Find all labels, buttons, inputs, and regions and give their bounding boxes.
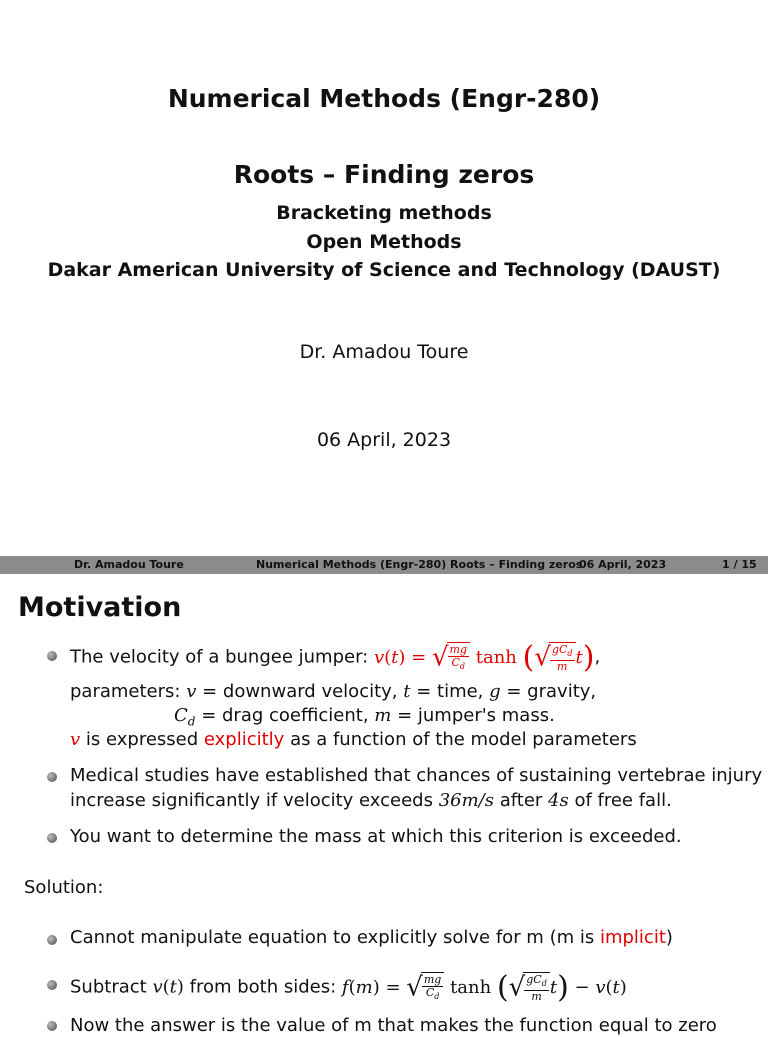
frame-title: Motivation (18, 592, 182, 623)
var-g: g (489, 681, 501, 702)
time-threshold: 4s (548, 790, 569, 811)
var-t: t (403, 681, 411, 702)
medical-line-2 (70, 790, 672, 812)
bullet-icon (47, 980, 57, 990)
solution-label: Solution: (24, 877, 104, 898)
footer-author: Dr. Amadou Toure (74, 558, 184, 571)
answer-line-partial: Now the answer is the value of m that makes the function equal to zero (70, 1015, 717, 1036)
var-cd: C (174, 705, 188, 726)
topic-bracketing: Bracketing methods (276, 202, 492, 224)
var-m: m (374, 705, 392, 726)
bullet-icon (47, 651, 57, 661)
medical-mid: after (493, 790, 549, 811)
velocity-text: The velocity of a bungee jumper: (70, 646, 374, 668)
medical-line-1: Medical studies have established that chances of sustaining vertebrae injury (70, 765, 763, 786)
v-definition: = downward velocity, (196, 681, 404, 702)
subtract-mid: from both sides: (183, 976, 342, 998)
var-cd-subscript: d (187, 714, 196, 729)
velocity-line: The velocity of a bungee jumper: v(t) = √ $\frac{mg}{C_d}$ tanh (√ $\frac{gC_d}{m}$ t), (70, 639, 601, 675)
t-definition: = time, (410, 681, 490, 702)
var-v: v (186, 681, 197, 702)
motivation-slide (0, 574, 768, 1036)
subtract-pre: Subtract (70, 976, 153, 998)
subtract-line: Subtract v(t) from both sides: f(m) = √ $\frac{mg}{C_d}$ tanh (√ $\frac{gC_d}{m}$ t) − v(t) (70, 969, 627, 1005)
velocity-equation: v(t) = √ $\frac{mg}{C_d}$ tanh (√ $\frac{gC_d}{m}$ t) (373, 639, 595, 675)
medical-post: of free fall. (568, 790, 672, 811)
fm-equation: f(m) = √ $\frac{mg}{C_d}$ tanh (√ $\frac{gC_d}{m}$ t) − v(t) (341, 969, 627, 1005)
institution: Dakar American University of Science and Technology (DAUST) (47, 259, 721, 281)
explicit-line (70, 729, 637, 751)
bullet-icon (47, 772, 57, 782)
bullet-icon (47, 833, 57, 843)
explicit-word: explicitly (203, 729, 285, 750)
implicit-pre: Cannot manipulate equation to explicitly solve for m (m is (70, 927, 600, 948)
footer-title: Numerical Methods (Engr-280) Roots – Finding zeros (256, 558, 583, 571)
footer-page-number: 1 / 15 (722, 558, 757, 571)
cd-definition: = drag coefficient, (195, 705, 375, 726)
footer-bar (0, 556, 768, 574)
explicit-post: as a function of the model parameters (284, 729, 637, 750)
mass-goal-line: You want to determine the mass at which this criterion is exceeded. (70, 826, 682, 847)
implicit-word: implicit (599, 927, 666, 948)
explicit-pre: is expressed (80, 729, 204, 750)
parameters-label: parameters: (70, 681, 187, 702)
g-definition: = gravity, (500, 681, 597, 702)
explicit-var: v (70, 729, 81, 750)
slide-subtitle: Roots – Finding zeros (233, 160, 535, 189)
topic-open: Open Methods (306, 231, 462, 253)
author: Dr. Amadou Toure (299, 341, 469, 363)
implicit-line (70, 927, 673, 949)
footer-date: 06 April, 2023 (579, 558, 667, 571)
bullet-icon (47, 1021, 57, 1031)
speed-threshold: 36m/s (438, 790, 494, 811)
parameters-line (70, 681, 596, 703)
bullet-icon (47, 935, 57, 945)
date: 06 April, 2023 (316, 429, 452, 451)
page-title: Numerical Methods (Engr-280) (167, 84, 601, 113)
medical-pre: increase significantly if velocity exceeds (70, 790, 439, 811)
implicit-post: ) (665, 927, 673, 948)
m-definition: = jumper's mass. (391, 705, 555, 726)
